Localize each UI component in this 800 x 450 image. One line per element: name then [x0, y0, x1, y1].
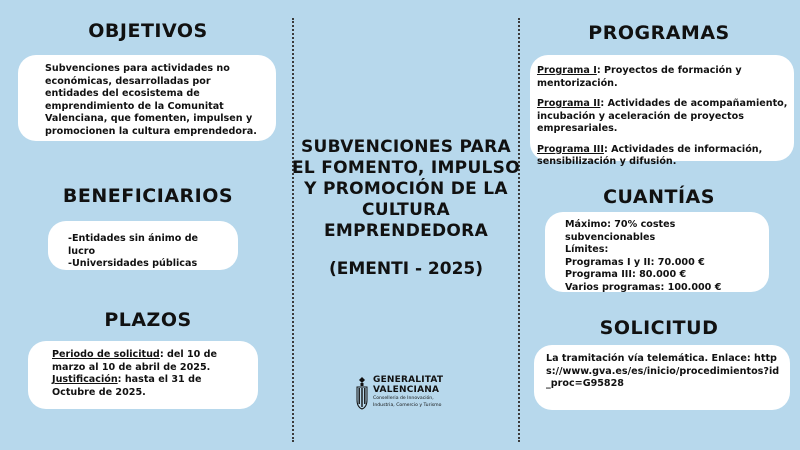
programa-label: Programa III [537, 143, 604, 155]
programa-text: : Proyectos de formación y mentorización. [537, 65, 742, 89]
programa-label: Programa I [537, 65, 597, 76]
solicitud-text: La tramitación vía telemática. Enlace: https://www.gva.es/es/inicio/procedimientos?id_proc=G95828 [546, 353, 780, 389]
programa-item [537, 98, 788, 136]
plazos-card [28, 341, 258, 409]
logo-name-line2: VALENCIANA [373, 384, 440, 395]
programas-heading: PROGRAMAS [588, 22, 730, 44]
beneficiarios-heading: BENEFICIARIOS [62, 185, 234, 207]
objetivos-text: Subvenciones para actividades no económicas, desarrolladas por entidades del ecosistema de emprendimiento de la Comunitat Valenciana, que fomenten, impulsen y promocionen la cultura emprendedora. [45, 63, 257, 137]
solicitud-heading: SOLICITUD [599, 317, 719, 339]
plazos-solicitud [52, 349, 248, 374]
page-subtitle: (EMENTI - 2025) [328, 259, 484, 279]
plazos-heading: PLAZOS [104, 309, 192, 331]
objetivos-heading: OBJETIVOS [88, 20, 208, 42]
plazos-solicitud-label: Periodo de solicitud [52, 349, 160, 360]
programa-item [537, 144, 788, 169]
cuantias-card [545, 212, 769, 292]
beneficiarios-card [48, 221, 238, 270]
objetivos-card [18, 55, 276, 141]
cuantia-line: Máximo: 70% costes subvencionables [565, 219, 676, 243]
programa-text: : Actividades de acompañamiento, incubación y aceleración de proyectos empresariales. [537, 98, 788, 134]
cuantias-heading: CUANTÍAS [603, 186, 715, 208]
cuantia-line: Programas I y II: 70.000 € [565, 256, 705, 268]
cuantia-line: Varios programas: 100.000 € [565, 281, 722, 293]
generalitat-logo [355, 376, 443, 410]
logo-name-line1: GENERALITAT [373, 375, 444, 385]
beneficiarios-item: -Entidades sin ánimo de lucro [68, 233, 199, 257]
cuantia-line: Límites: [565, 244, 609, 255]
beneficiarios-item: -Universidades públicas [68, 258, 198, 269]
programa-label: Programa II [537, 98, 601, 109]
plazos-justificacion-label: Justificación [52, 374, 118, 385]
logo-sub-line2: Industria, Comercio y Turismo [373, 402, 442, 408]
plazos-justificacion [52, 374, 248, 399]
programas-card [530, 55, 794, 167]
page-title: SUBVENCIONES PARA EL FOMENTO, IMPULSO Y PROMOCIÓN DE LA CULTURA EMPRENDEDORA [292, 137, 520, 241]
solicitud-card [534, 345, 790, 410]
programa-item [537, 65, 788, 90]
cuantia-line: Programa III: 80.000 € [565, 269, 687, 280]
plazos-justificacion-text: : hasta el 31 de Octubre de 2025. [52, 374, 202, 398]
programa-text: : Actividades de información, sensibilización y difusión. [537, 143, 763, 167]
plazos-solicitud-text: : del 10 de marzo al 10 de abril de 2025. [52, 349, 218, 373]
generalitat-shield-icon [355, 376, 369, 410]
logo-sub-line1: Conselleria de Innovación, [373, 396, 434, 401]
